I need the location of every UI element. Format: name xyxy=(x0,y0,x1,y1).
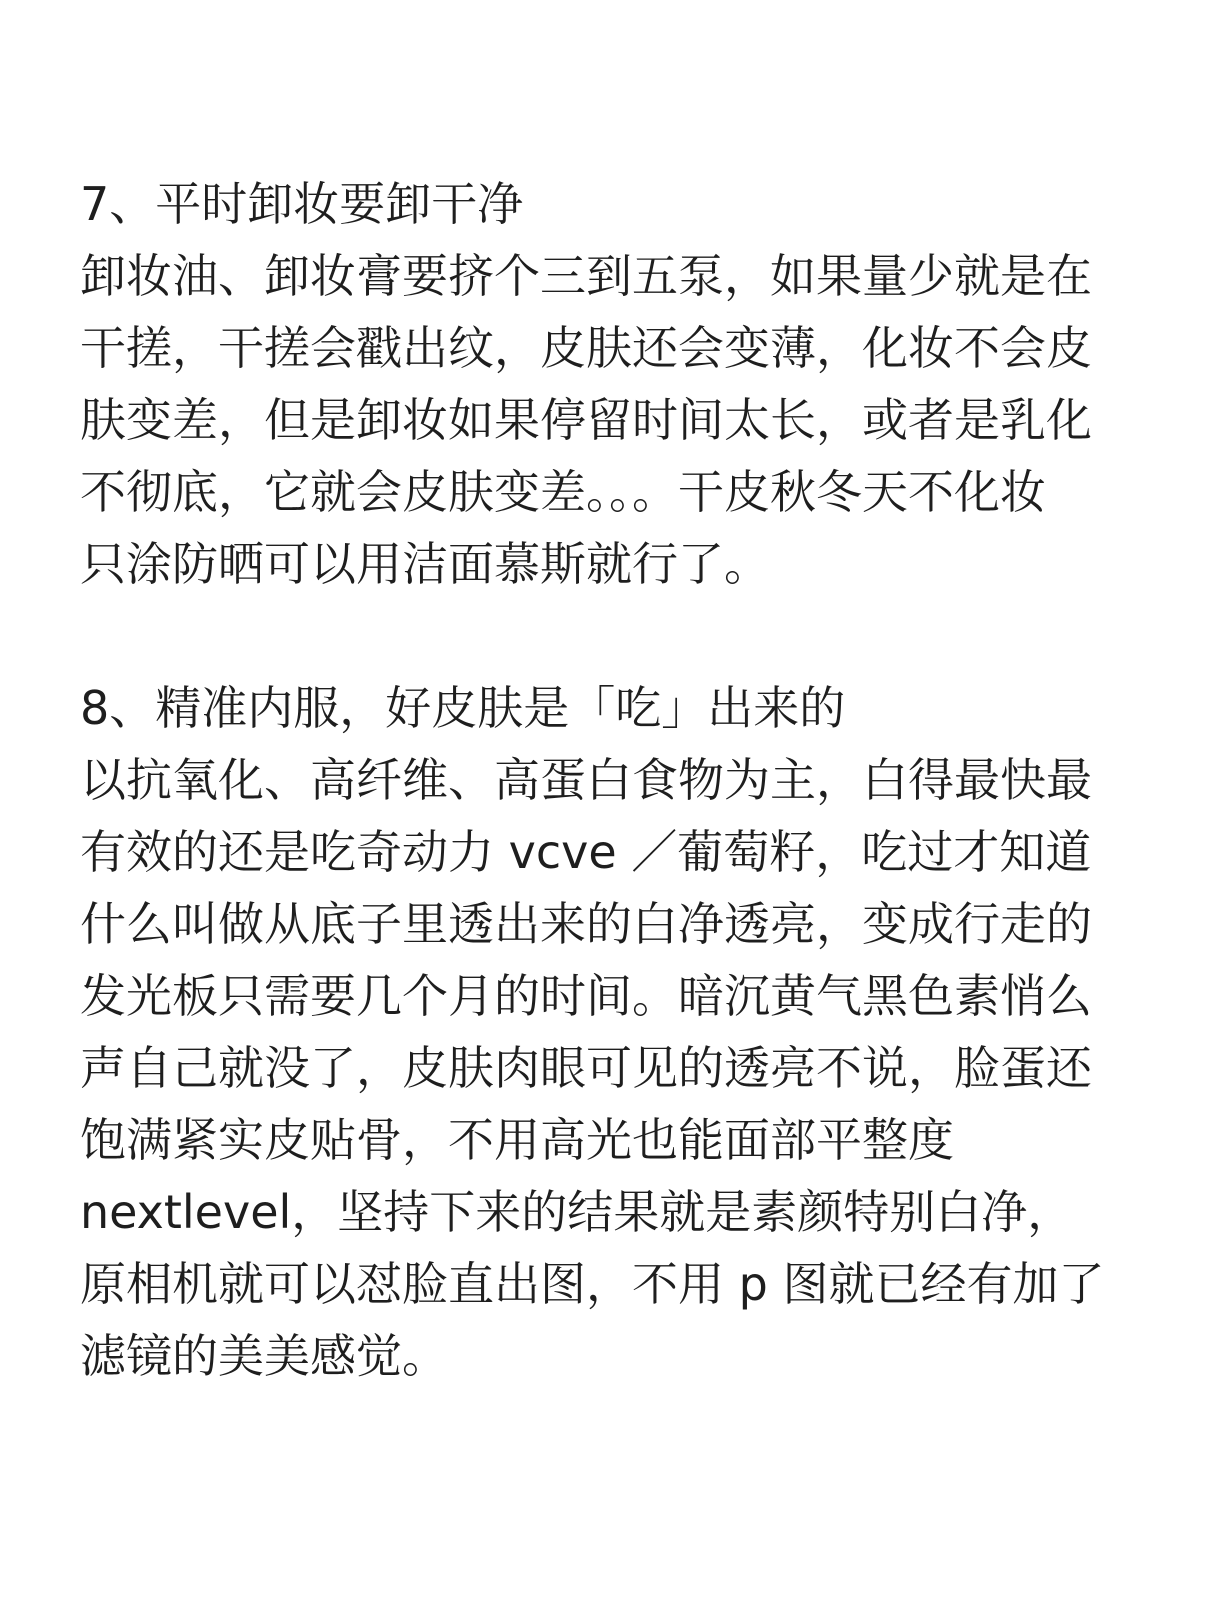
paragraph-line: 有效的还是吃奇动力 vcve ／葡萄籽，吃过才知道 xyxy=(80,825,1092,879)
article-body xyxy=(80,168,1126,1392)
paragraph-line: nextlevel，坚持下来的结果就是素颜特别白净， xyxy=(80,1185,1074,1239)
paragraph-line: 只涂防晒可以用洁面慕斯就行了。 xyxy=(80,537,770,591)
section-7 xyxy=(80,168,1126,600)
section-heading: 7、平时卸妆要卸干净 xyxy=(80,177,524,231)
paragraph-line: 发光板只需要几个月的时间。暗沉黄气黑色素悄么 xyxy=(80,969,1092,1023)
paragraph-line: 饱满紧实皮贴骨，不用高光也能面部平整度 xyxy=(80,1113,954,1167)
section-heading: 8、精准内服，好皮肤是「吃」出来的 xyxy=(80,681,846,735)
paragraph-line: 肤变差，但是卸妆如果停留时间太长，或者是乳化 xyxy=(80,393,1092,447)
paragraph-line: 声自己就没了，皮肤肉眼可见的透亮不说，脸蛋还 xyxy=(80,1041,1092,1095)
paragraph-line: 卸妆油、卸妆膏要挤个三到五泵，如果量少就是在 xyxy=(80,249,1092,303)
paragraph-line: 不彻底，它就会皮肤变差。。。干皮秋冬天不化妆 xyxy=(80,465,1046,519)
paragraph-line: 以抗氧化、高纤维、高蛋白食物为主，白得最快最 xyxy=(80,753,1092,807)
section-8 xyxy=(80,672,1126,1392)
paragraph-line: 滤镜的美美感觉。 xyxy=(80,1329,448,1383)
paragraph-line: 什么叫做从底子里透出来的白净透亮，变成行走的 xyxy=(80,897,1092,951)
paragraph-line: 原相机就可以怼脸直出图，不用 p 图就已经有加了 xyxy=(80,1257,1105,1311)
paragraph-line: 干搓，干搓会戳出纹，皮肤还会变薄，化妆不会皮 xyxy=(80,321,1092,375)
